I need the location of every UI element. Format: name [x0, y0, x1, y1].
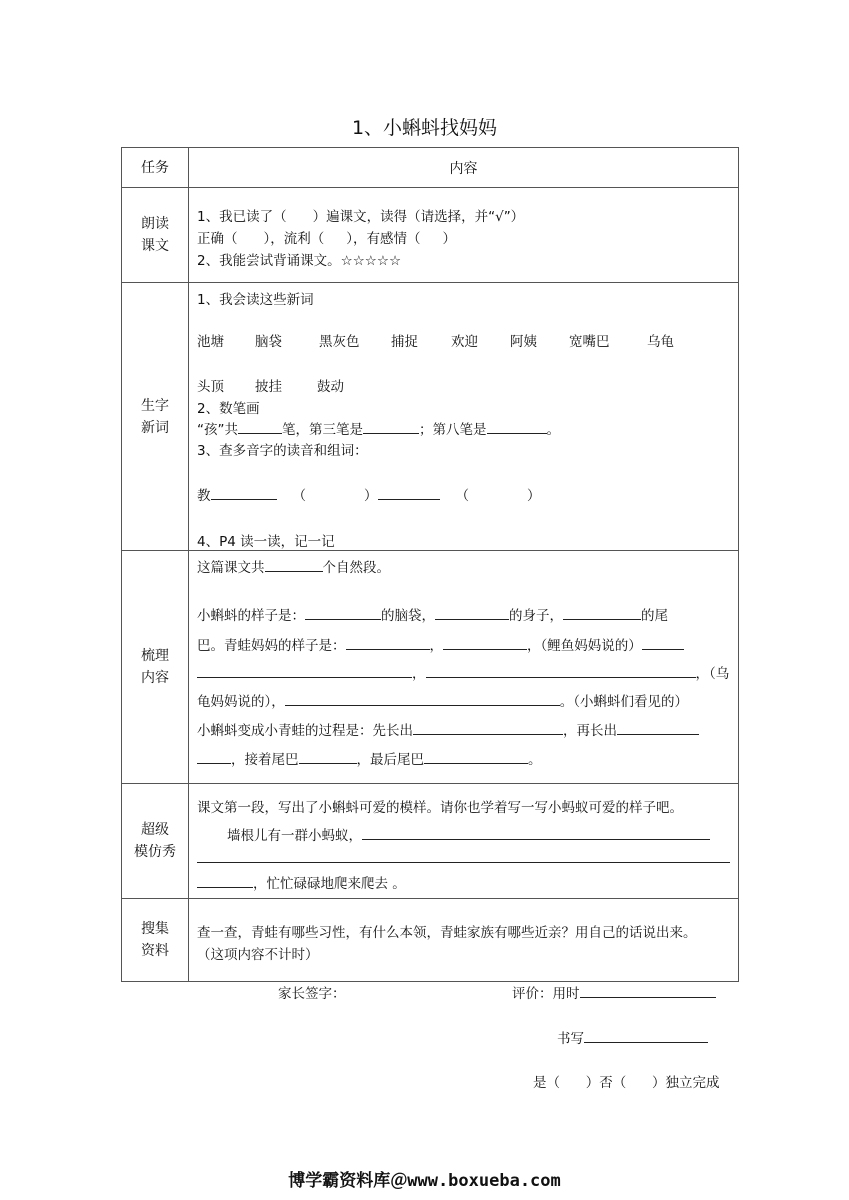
reading-line-1: 1、我已读了（ ）遍课文，读得（请选择，并“√”）: [197, 209, 525, 225]
reading-label: 朗读 课文: [122, 188, 189, 283]
blank: [197, 850, 730, 863]
vocab-word: 披挂: [255, 379, 282, 395]
blank: [346, 637, 430, 650]
header-content: 内容: [189, 148, 739, 188]
vocab-word: 头顶: [197, 379, 224, 395]
vocab-word: 欢迎: [451, 334, 478, 350]
reading-line-2: 正确（ ），流利（ ），有感情（ ）: [197, 231, 456, 247]
imitate-prompt: 课文第一段，写出了小蝌蚪可爱的模样。请你也学着写一写小蚂蚁可爱的样子吧。: [197, 800, 683, 816]
reading-row: [122, 188, 739, 283]
parent-signature-label: 家长签字：: [278, 986, 346, 1002]
sorting-line-1: 这篇课文共 个自然段。: [197, 560, 390, 576]
blank: [435, 607, 509, 620]
blank: [211, 487, 277, 500]
reading-line-3: 2、我能尝试背诵课文。☆☆☆☆☆: [197, 253, 402, 269]
vocab-word: 宽嘴巴: [569, 334, 610, 350]
sorting-row: [122, 551, 739, 784]
imitate-line-4: ，忙忙碌碌地爬来爬去 。: [197, 872, 406, 892]
vocab-row: [122, 283, 739, 551]
watermark: 博学霸资料库＠www.boxueba.com: [288, 1171, 561, 1191]
blank: [238, 421, 282, 434]
blank: [197, 875, 253, 888]
blank: [426, 665, 696, 678]
imitate-label: 超级 模仿秀: [122, 784, 189, 899]
vocab-words-row-2: [197, 375, 357, 395]
blank: [378, 487, 440, 500]
vocab-label: 生字 新词: [122, 283, 189, 551]
blank: [265, 559, 323, 572]
blank: [563, 607, 641, 620]
vocab-word: 阿姨: [510, 334, 537, 350]
sorting-line-3: 巴。青蛙妈妈的样子是： ， ，（鲤鱼妈妈说的）: [197, 634, 684, 654]
vocab-q4: 4、P4 读一读，记一记: [197, 534, 335, 550]
blank: [299, 751, 357, 764]
vocab-word: 乌龟: [647, 334, 674, 350]
page-title: 1、小蝌蚪找妈妈: [351, 117, 498, 139]
sorting-line-7: ，接着尾巴 ，最后尾巴 。: [197, 748, 542, 768]
research-line-2: （这项内容不计时）: [197, 947, 319, 963]
writing-score: 书写: [557, 1027, 708, 1047]
vocab-q3: 3、查多音字的读音和组词：: [197, 443, 368, 459]
vocab-word: 鼓动: [317, 379, 344, 395]
blank: [413, 722, 563, 735]
blank: [197, 665, 412, 678]
vocab-polyphone-line: 教 （ ） （ ）: [197, 488, 541, 504]
vocab-words-row-1: [197, 330, 687, 350]
blank: [584, 1030, 708, 1043]
blank: [305, 607, 381, 620]
independent-completion: 是（ ）否（ ）独立完成: [533, 1075, 720, 1091]
vocab-word: 池塘: [197, 334, 224, 350]
research-label: 搜集 资料: [122, 899, 189, 982]
blank: [285, 693, 560, 706]
vocab-word: 黑灰色: [319, 334, 360, 350]
research-row: [122, 899, 739, 982]
sorting-label: 梳理 内容: [122, 551, 189, 784]
imitate-row: [122, 784, 739, 899]
research-line-1: 查一查，青蛙有哪些习性，有什么本领，青蛙家族有哪些近亲？用自己的话说出来。: [197, 925, 697, 941]
evaluation-time: 评价：用时: [512, 982, 716, 1002]
header-task: 任务: [122, 148, 189, 188]
sorting-line-5: 龟妈妈说的）， 。（小蝌蚪们看见的）: [197, 694, 688, 710]
sorting-line-2: 小蝌蚪的样子是： 的脑袋， 的身子， 的尾: [197, 608, 668, 624]
blank: [487, 421, 547, 434]
blank: [642, 637, 684, 650]
sorting-line-4: ， ，（乌: [197, 662, 729, 682]
blank: [362, 827, 710, 840]
vocab-q2: 2、数笔画: [197, 401, 260, 417]
vocab-word: 捕捉: [391, 334, 418, 350]
blank: [424, 751, 528, 764]
blank: [363, 421, 419, 434]
blank: [443, 637, 527, 650]
vocab-q1: 1、我会读这些新词: [197, 292, 314, 308]
imitate-line-3: [197, 850, 730, 867]
blank: [580, 985, 716, 998]
blank: [197, 751, 231, 764]
header-row: [122, 148, 739, 188]
vocab-stroke-line: “孩”共 笔，第三笔是 ；第八笔是 。: [197, 422, 560, 438]
blank: [617, 722, 699, 735]
worksheet-table: [121, 147, 739, 982]
imitate-line-2: 墙根儿有一群小蚂蚁，: [227, 824, 710, 844]
vocab-word: 脑袋: [255, 334, 282, 350]
sorting-line-6: 小蝌蚪变成小青蛙的过程是：先长出 ，再长出: [197, 719, 699, 739]
